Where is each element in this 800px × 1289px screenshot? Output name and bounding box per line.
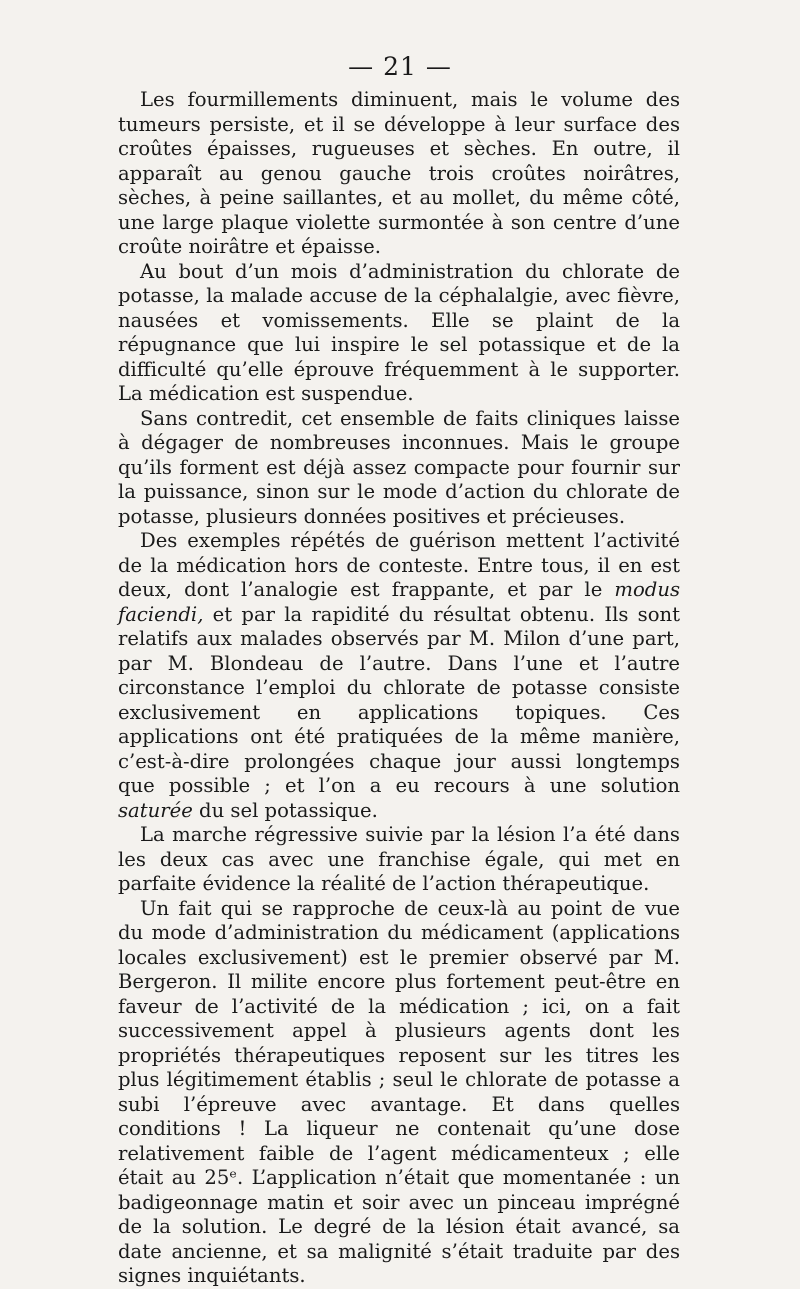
text-run: et par la rapidité du résultat obtenu. Ils sont relatifs aux malades observés par M. Milon d’une part, par M. Blondeau de l’autre. Dans l’une et l’autre circonstance l’emploi du chlorate de potasse consiste exclusivement en applications topiques. Ces applications ont été pratiquées de la même manière, c’est-à-dire prolongées chaque jour aussi longtemps que possible ; et l’on a eu recours à une solution	[118, 602, 680, 797]
text-run: Au bout d’un mois d’administration du chlorate de potasse, la malade accuse de la céphalalgie, avec fièvre, nausées et vomissements. Elle se plaint de la répugnance que lui inspire le sel potassique et de la difficulté qu’elle éprouve fréquemment à le supporter. La médication est suspendue.	[118, 259, 680, 405]
text-run: La marche régressive suivie par la lésion l’a été dans les deux cas avec une franchise égale, qui met en parfaite évidence la réalité de l’action thérapeutique.	[118, 823, 680, 895]
italic-text: modus faciendi,	[118, 578, 680, 626]
paragraph	[118, 823, 680, 897]
text-run: Des exemples répétés de guérison mettent l’activité de la médication hors de conteste. Entre tous, il en est deux, dont l’analogie est frappante, et par le	[118, 529, 680, 601]
paragraph	[118, 88, 680, 260]
paragraph	[118, 407, 680, 530]
text-run: Les fourmillements diminuent, mais le volume des tumeurs persiste, et il se développe à leur surface des croûtes épaisses, rugueuses et sèches. En outre, il apparaît au genou gauche trois croûtes noirâtres, sèches, à peine saillantes, et au mollet, du même côté, une large plaque violette surmontée à son centre d’une croûte noirâtre et épaisse.	[118, 88, 680, 258]
paragraph	[118, 529, 680, 823]
body-text	[118, 88, 680, 1289]
page-number: — 21 —	[348, 52, 452, 81]
paragraph	[118, 897, 680, 1289]
text-run: Un fait qui se rapproche de ceux-là au point de vue du mode d’administration du médicament (applications locales exclusivement) est le premier observé par M. Bergeron. Il milite encore plus fortement peut-être en faveur de l’activité de la médication ; ici, on a fait successivement appel à plusieurs agents dont les propriétés thérapeutiques reposent sur les titres les plus légitimement établis ; seul le chlorate de potasse a subi l’épreuve avec avantage. Et dans quelles conditions ! La liqueur ne contenait qu’une dose relativement faible de l’agent médicamenteux ; elle était au 25ᵉ. L’application n’était que momentanée : un badigeonnage matin et soir avec un pinceau imprégné de la solution. Le degré de la lésion était avancé, sa date ancienne, et sa malignité s’était traduite par des signes inquiétants.	[118, 896, 680, 1287]
italic-text: saturée	[118, 798, 193, 822]
text-run: Sans contredit, cet ensemble de faits cliniques laisse à dégager de nombreuses inconnues. Mais le groupe qu’ils forment est déjà assez compacte pour fournir sur la puissance, sinon sur le mode d’action du chlorate de potasse, plusieurs données positives et précieuses.	[118, 406, 680, 528]
paragraph	[118, 260, 680, 407]
text-run: du sel potassique.	[192, 798, 378, 822]
